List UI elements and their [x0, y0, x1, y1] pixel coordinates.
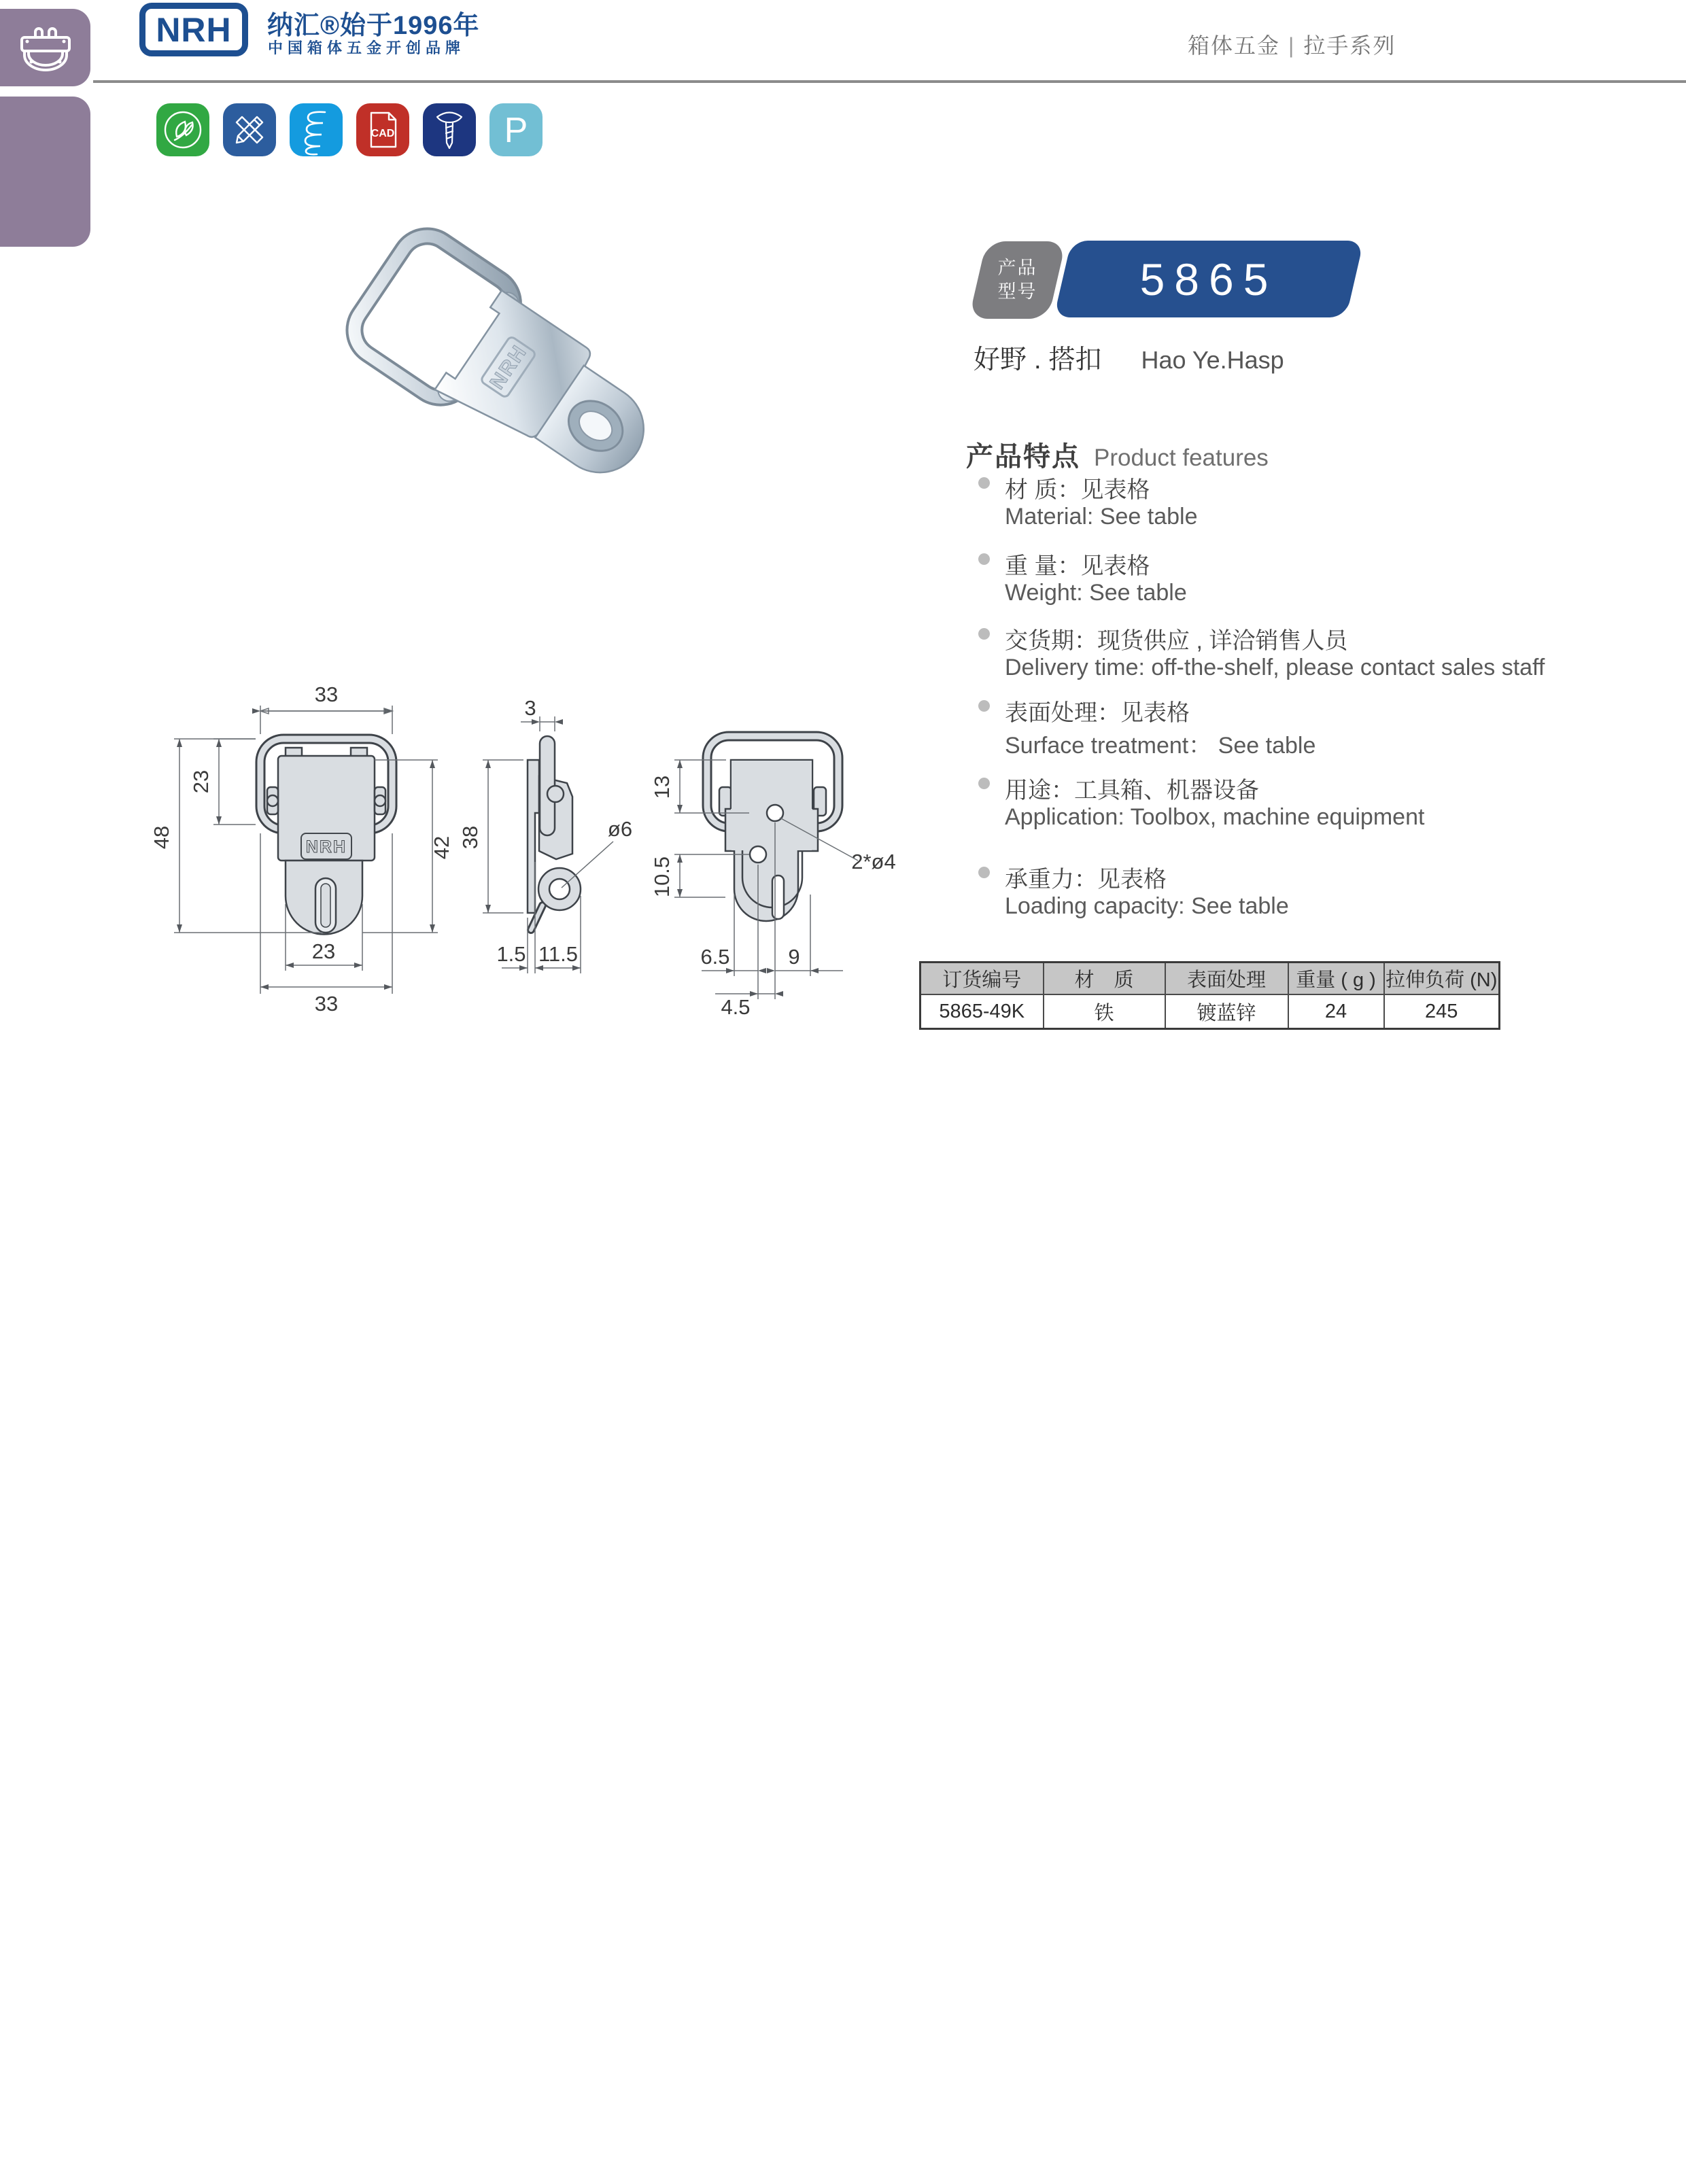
front-emboss: NRH — [305, 837, 347, 856]
bullet-icon — [978, 867, 990, 878]
design-tools-icon — [223, 103, 276, 156]
dim-side-thickness: 3 — [524, 696, 536, 720]
drawing-front-view — [150, 680, 462, 1016]
breadcrumb-separator: | — [1288, 33, 1296, 58]
feature-en: Material: See table — [1005, 504, 1198, 530]
bullet-icon — [978, 778, 990, 789]
drawing-side-view — [458, 680, 666, 1006]
cad-file-icon — [356, 103, 409, 156]
feature-en: Application: Toolbox, machine equipment — [1005, 804, 1425, 830]
dim-back-left-offset: 6.5 — [700, 945, 730, 969]
sidebar-tab-secondary — [0, 97, 90, 247]
cell-tensile-load: 245 — [1384, 994, 1500, 1029]
feature-en: Delivery time: off-the-shelf, please contact sales staff — [1005, 655, 1545, 680]
dim-side-height: 38 — [458, 825, 482, 850]
dim-side-depth: 11.5 — [538, 942, 579, 966]
feature-cn: 重 量：见表格 — [1005, 553, 1150, 579]
feature-icon-row — [156, 103, 543, 156]
spec-table — [919, 961, 1500, 1030]
col-tensile-load: 拉伸负荷 (N) — [1384, 963, 1500, 995]
nrh-logo-text: NRH — [156, 10, 232, 49]
dim-back-right-offset: 9 — [788, 945, 800, 969]
feature-cn: 承重力：见表格 — [1005, 867, 1167, 892]
features-title — [966, 435, 1269, 474]
bullet-icon — [978, 628, 990, 640]
product-name-en: Hao Ye.Hasp — [1141, 346, 1284, 374]
col-weight: 重量 ( g ) — [1288, 963, 1384, 995]
dim-back-holes: 2*ø4 — [851, 850, 896, 873]
breadcrumb-category: 箱体五金 — [1188, 33, 1281, 58]
spec-table-header-row — [921, 963, 1500, 995]
breadcrumb — [1188, 29, 1396, 60]
header-divider — [93, 80, 1686, 83]
badge-line1: 产品 — [997, 257, 1037, 278]
dim-back-top-offset: 13 — [650, 775, 674, 799]
brand-tagline-main: 纳汇®始于1996年 — [267, 12, 480, 40]
sidebar-tab-current — [0, 9, 90, 86]
badge-line2: 型号 — [997, 281, 1037, 302]
feature-cn: 交货期：现货供应 , 详洽销售人员 — [1005, 628, 1348, 654]
cell-weight: 24 — [1288, 994, 1384, 1029]
feature-en: Surface treatment： See table — [1005, 733, 1316, 759]
dim-back-hole-spacing: 10.5 — [650, 856, 674, 898]
feature-en: Weight: See table — [1005, 580, 1187, 606]
eco-icon — [156, 103, 209, 156]
feature-en: Loading capacity: See table — [1005, 893, 1289, 919]
dim-front-total-height: 48 — [150, 825, 173, 850]
product-photo — [292, 204, 836, 571]
p-icon — [489, 103, 543, 156]
col-order-number: 订货编号 — [921, 963, 1044, 995]
dim-front-top-width: 33 — [314, 682, 339, 706]
model-number: 5865 — [1139, 254, 1278, 305]
spring-icon — [290, 103, 343, 156]
p-icon-label: P — [504, 111, 528, 150]
product-name-cn: 好野 . 搭扣 — [974, 345, 1102, 375]
nrh-logo — [139, 3, 248, 56]
features-title-en: Product features — [1094, 445, 1269, 471]
bullet-icon — [978, 477, 990, 489]
drawing-back-view — [639, 680, 931, 1020]
screw-icon — [423, 103, 476, 156]
dim-front-body-height: 42 — [430, 835, 453, 860]
spec-table-row — [921, 994, 1500, 1029]
brand-tagline-sub: 中国箱体五金开创品牌 — [268, 39, 466, 56]
product-name — [974, 339, 1284, 377]
dim-front-bottom-width: 33 — [314, 992, 339, 1016]
bullet-icon — [978, 553, 990, 565]
dim-front-loop-height: 23 — [189, 769, 213, 794]
cell-material: 铁 — [1044, 994, 1165, 1029]
dim-front-strap-width: 23 — [311, 939, 336, 963]
cell-order-number: 5865-49K — [921, 994, 1044, 1029]
cell-surface: 镀蓝锌 — [1165, 994, 1288, 1029]
photo-emboss-text: NRH — [485, 341, 532, 394]
feature-cn: 材 质：见表格 — [1005, 477, 1150, 503]
dim-back-center-offset: 4.5 — [721, 995, 751, 1019]
col-material: 材 质 — [1044, 963, 1165, 995]
model-badge-label — [978, 241, 1057, 319]
bullet-icon — [978, 700, 990, 712]
feature-cn: 用途：工具箱、机器设备 — [1005, 778, 1259, 803]
col-surface: 表面处理 — [1165, 963, 1288, 995]
cad-icon-label: CAD — [371, 128, 395, 139]
breadcrumb-series: 拉手系列 — [1303, 33, 1396, 58]
features-title-cn: 产品特点 — [966, 442, 1080, 472]
dim-side-hole: ø6 — [607, 817, 633, 841]
latch-tab-icon — [0, 9, 90, 86]
feature-cn: 表面处理：见表格 — [1005, 700, 1190, 726]
dim-side-offset-left: 1.5 — [496, 942, 526, 966]
